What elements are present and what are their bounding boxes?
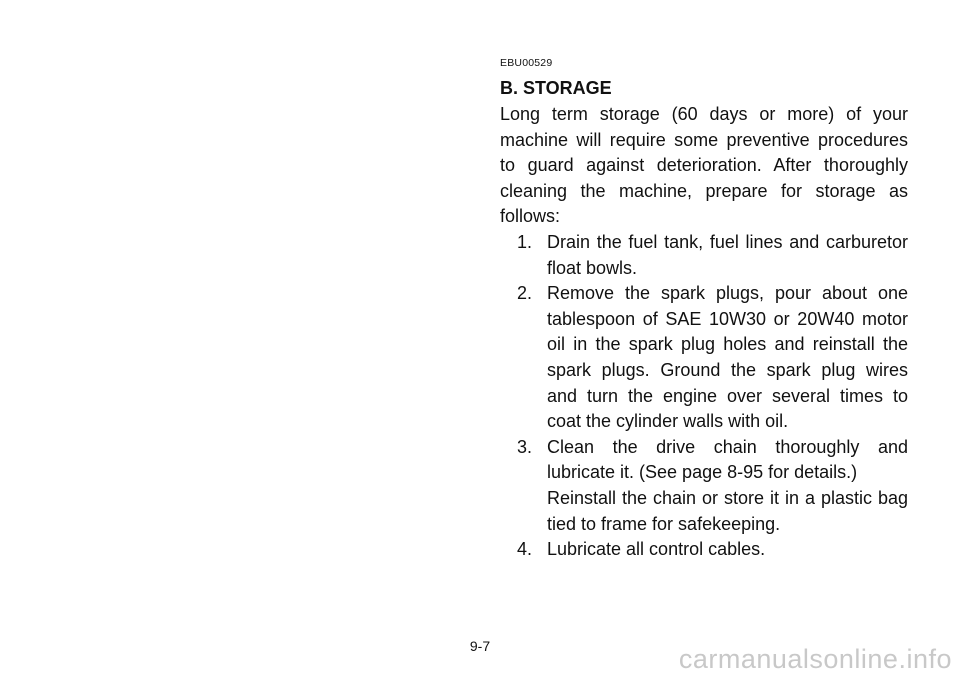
step-text: Lubricate all control cables.: [547, 539, 766, 560]
step-text: Drain the fuel tank, fuel lines and carburetor float bowls.: [547, 231, 908, 278]
step-number: 2.: [517, 283, 533, 304]
step-item: [500, 281, 908, 435]
step-item: [500, 230, 908, 281]
step-text: Remove the spark plugs, pour about one tablespoon of SAE 10W30 or 20W40 motor oil in the spark plug holes and reinstall the spark plugs. Ground the spark plug wires and turn the engine over several times to coat the cylinder walls with oil.: [547, 283, 908, 432]
step-text: Clean the drive chain thoroughly and lubricate it. (See page 8-95 for details.): [547, 436, 908, 483]
step-number: 1.: [517, 231, 533, 252]
section-code: EBU00529: [500, 57, 553, 69]
step-item: [500, 435, 908, 537]
step-extra-text: Reinstall the chain or store it in a plastic bag tied to frame for safekeeping.: [547, 487, 908, 534]
page-number: 9-7: [469, 638, 491, 654]
storage-steps: [500, 230, 908, 563]
watermark: carmanualsonline.info: [678, 644, 952, 674]
intro-paragraph: Long term storage (60 days or more) of your machine will require some preventive procedures to guard against deterioration. After thoroughly cleaning the machine, prepare for storage as follows:: [500, 104, 908, 227]
section-title: B. STORAGE: [500, 78, 612, 98]
step-number: 3.: [517, 436, 533, 457]
storage-section: [500, 56, 908, 563]
step-number: 4.: [517, 539, 533, 560]
step-item: [500, 537, 908, 563]
